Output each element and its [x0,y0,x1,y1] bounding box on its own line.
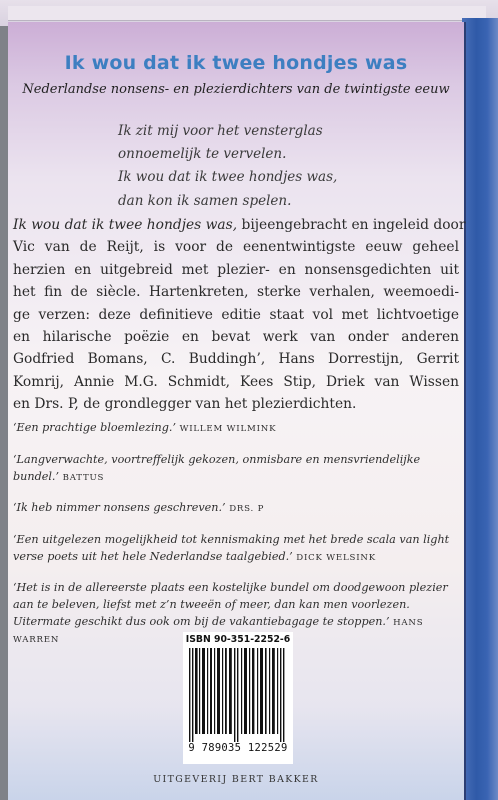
barcode [183,632,293,764]
barcode-bars [187,648,289,742]
blurb-line: Komrij, Annie M.G. Schmidt, Kees Stip, Driek van Wissen [13,373,459,390]
quote-author: HANS WARREN [13,617,424,646]
quote-author: DRS. P [229,504,265,514]
poem-excerpt [118,120,337,213]
blurb-line: ge verzen: deze definitieve editie staat vol met lichtvoetige [13,306,459,323]
poem-line: dan kon ik samen spelen. [118,192,292,209]
review-quote: ‘Langverwachte, voortreffelijk gekozen, onmisbare en mensvriendelijke bundel.’ BATTUS [13,453,421,483]
blurb-line: en hilarische poëzie en bevat werk van onder anderen [13,329,459,346]
blurb-line: Ik wou dat ik twee hondjes was, bijeengebracht en ingeleid door [13,217,466,233]
book-subtitle: Nederlandse nonsens- en plezierdichters van de twintigste eeuw [22,82,450,97]
quote-author: WILLEM WILMINK [179,424,277,434]
blurb-line: Godfried Bomans, C. Buddingh’, Hans Dorrestijn, Gerrit [13,351,459,368]
quote-author: DICK WELSINK [296,552,376,563]
blurb-line: Vic van de Reijt, is voor de eenentwintigste eeuw geheel [13,239,459,256]
blurb-line: en Drs. P, de grondlegger van het plezierdichten. [13,396,357,413]
ean-number: 9 789035 122529 [188,742,288,754]
isbn-label: ISBN 90-351-2252-6 [185,634,291,645]
quote-author: BATTUS [62,472,105,483]
back-page-edge [8,6,486,21]
poem-line: Ik wou dat ik twee hondjes was, [118,169,338,186]
back-cover [8,22,466,800]
review-quote: ‘Een uitgelezen mogelijkheid tot kennismaking met het brede scala van light verse poets uit het hele Nederlandse taalgebied.’ DICK WELSINK [13,533,450,563]
review-quote: ‘Ik heb nimmer nonsens geschreven.’ DRS. P [13,501,265,514]
book-spine [462,18,498,800]
book-title: Ik wou dat ik twee hondjes was [64,52,408,74]
blurb-title-ref: Ik wou dat ik twee hondjes was, [13,217,238,233]
blurb [13,214,466,416]
poem-line: onnoemelijk te vervelen. [118,146,287,163]
publisher-name: UITGEVERIJ BERT BAKKER [153,774,319,785]
blurb-line: het fin de siècle. Hartenkreten, sterke verhalen, weemoedi- [13,284,459,301]
blurb-line: herzien en uitgebreid met plezier- en nonsensgedichten uit [13,261,459,278]
review-quote: ‘Het is in de allereerste plaats een kostelijke bundel om doodgewoon plezier aan te beleven, liefst met z’n tweeën of meer, dan kan men voorlezen. Uitermate geschikt dus ook om bij de vakantiebagage te stoppen.’ HANS WARREN [13,581,448,646]
review-quote: ‘Een prachtige bloemlezing.’ WILLEM WILMINK [13,421,277,434]
poem-line: Ik zit mij voor het vensterglas [118,123,323,139]
